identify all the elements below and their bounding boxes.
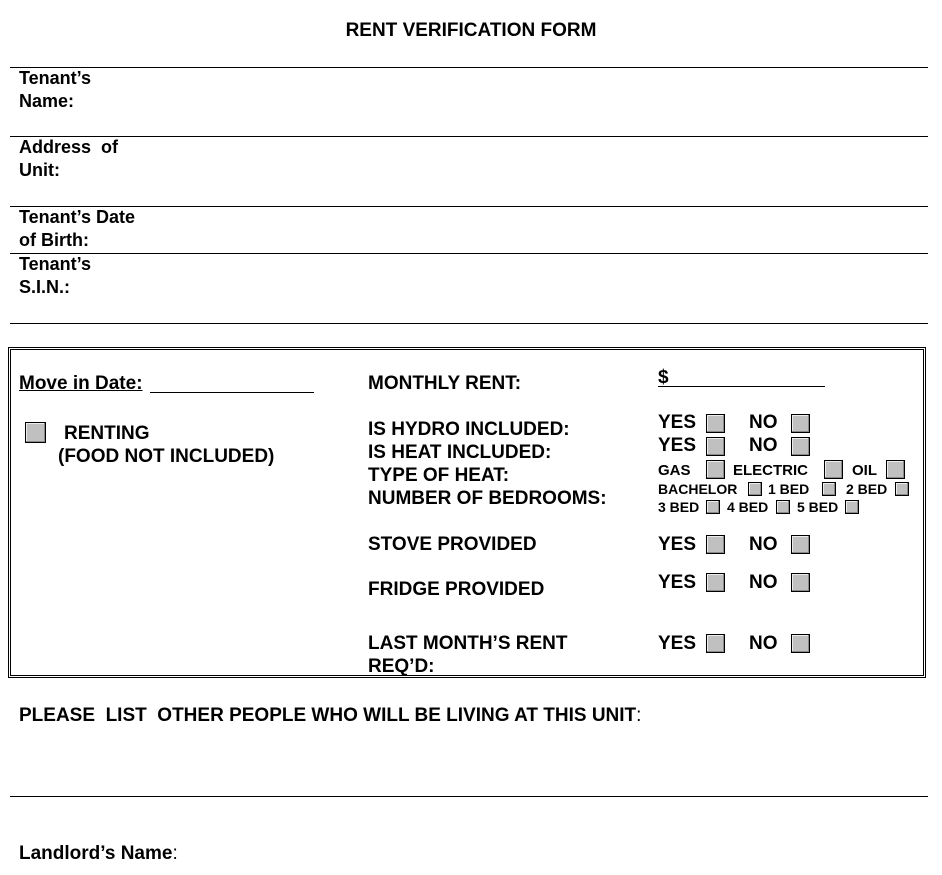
- five-bed-checkbox[interactable]: [845, 500, 859, 514]
- bachelor-checkbox[interactable]: [748, 482, 762, 496]
- other-people-text: PLEASE LIST OTHER PEOPLE WHO WILL BE LIVING AT THIS UNIT: [19, 705, 637, 726]
- oil-label: OIL: [852, 462, 877, 479]
- bachelor-label: BACHELOR: [658, 481, 738, 497]
- divider: [10, 67, 928, 68]
- stove-yes-checkbox[interactable]: [706, 535, 725, 554]
- gas-checkbox[interactable]: [706, 460, 725, 479]
- last-month-yes-checkbox[interactable]: [706, 634, 725, 653]
- type-heat-label: TYPE OF HEAT:: [368, 465, 510, 486]
- fridge-yes-checkbox[interactable]: [706, 573, 725, 592]
- yes-label: YES: [658, 572, 697, 593]
- address-label: Address of Unit:: [19, 137, 119, 180]
- yes-label: YES: [658, 412, 697, 433]
- move-in-date-label: Move in Date:: [19, 373, 143, 394]
- stove-no-checkbox[interactable]: [791, 535, 810, 554]
- no-label: NO: [749, 534, 778, 555]
- no-label: NO: [749, 435, 778, 456]
- divider: [10, 323, 928, 324]
- four-bed-label: 4 BED: [727, 499, 769, 515]
- other-people-prompt: [19, 705, 641, 727]
- sin-label: Tenant’s S.I.N.:: [19, 254, 92, 297]
- dollar-sign: $: [658, 367, 669, 388]
- hydro-label: IS HYDRO INCLUDED:: [368, 419, 570, 440]
- monthly-rent-line[interactable]: [658, 386, 825, 387]
- no-label: NO: [749, 633, 778, 654]
- heat-yes-checkbox[interactable]: [706, 437, 725, 456]
- oil-checkbox[interactable]: [886, 460, 905, 479]
- hydro-no-checkbox[interactable]: [791, 414, 810, 433]
- renting-checkbox[interactable]: [25, 422, 46, 443]
- no-label: NO: [749, 412, 778, 433]
- fridge-no-checkbox[interactable]: [791, 573, 810, 592]
- four-bed-checkbox[interactable]: [776, 500, 790, 514]
- gas-label: GAS: [658, 462, 691, 479]
- divider: [10, 253, 928, 254]
- fridge-label: FRIDGE PROVIDED: [368, 579, 545, 600]
- three-bed-checkbox[interactable]: [706, 500, 720, 514]
- monthly-rent-label: MONTHLY RENT:: [368, 373, 522, 394]
- stove-label: STOVE PROVIDED: [368, 534, 537, 555]
- divider: [10, 796, 928, 797]
- landlord-name-label: [19, 843, 178, 865]
- heat-no-checkbox[interactable]: [791, 437, 810, 456]
- two-bed-checkbox[interactable]: [895, 482, 909, 496]
- heat-label: IS HEAT INCLUDED:: [368, 442, 552, 463]
- hydro-yes-checkbox[interactable]: [706, 414, 725, 433]
- food-note: (FOOD NOT INCLUDED): [58, 446, 275, 467]
- yes-label: YES: [658, 633, 697, 654]
- landlord-label-text: Landlord’s Name: [19, 843, 173, 864]
- three-bed-label: 3 BED: [658, 499, 700, 515]
- divider: [10, 206, 928, 207]
- tenant-name-label: Tenant’s Name:: [19, 68, 92, 111]
- dob-label: Tenant’s Date of Birth:: [19, 207, 136, 250]
- last-month-no-checkbox[interactable]: [791, 634, 810, 653]
- electric-label: ELECTRIC: [733, 462, 808, 479]
- divider: [10, 136, 928, 137]
- last-month-label-2: REQ’D:: [368, 656, 435, 677]
- form-title: RENT VERIFICATION FORM: [345, 20, 597, 41]
- one-bed-label: 1 BED: [768, 481, 810, 497]
- five-bed-label: 5 BED: [797, 499, 839, 515]
- bedrooms-label: NUMBER OF BEDROOMS:: [368, 488, 607, 509]
- yes-label: YES: [658, 435, 697, 456]
- renting-label: RENTING: [64, 423, 150, 444]
- electric-checkbox[interactable]: [824, 460, 843, 479]
- landlord-colon: :: [172, 843, 178, 864]
- yes-label: YES: [658, 534, 697, 555]
- last-month-label: LAST MONTH’S RENT: [368, 633, 568, 654]
- one-bed-checkbox[interactable]: [822, 482, 836, 496]
- move-in-date-line[interactable]: [150, 392, 314, 393]
- no-label: NO: [749, 572, 778, 593]
- other-people-colon: :: [636, 705, 642, 726]
- two-bed-label: 2 BED: [846, 481, 888, 497]
